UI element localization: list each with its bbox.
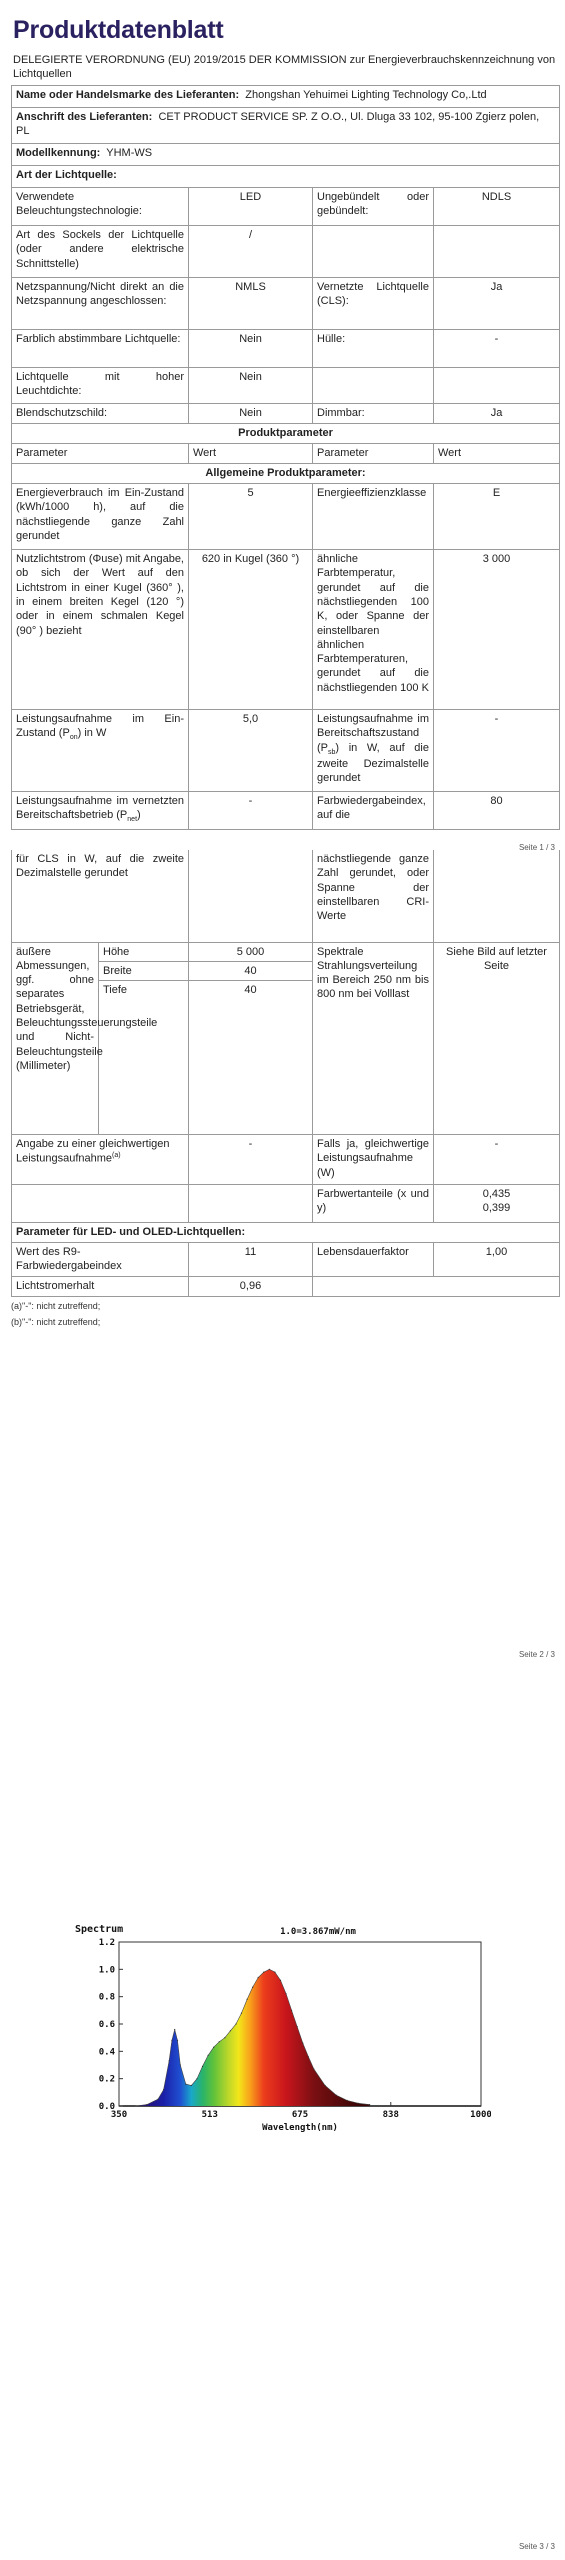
chart-annotation: 1.0=3.867mW/nm	[280, 1927, 356, 1937]
supplier-address-label: Anschrift des Lieferanten:	[16, 111, 153, 124]
supplier-name-label: Name oder Handelsmarke des Lieferanten:	[16, 89, 240, 102]
spectrum-point	[163, 2089, 164, 2090]
standby-power-value: -	[434, 710, 560, 792]
page-number: Seite 1 / 3	[518, 843, 555, 852]
chromaticity-value: 0,435 0,399	[434, 1185, 560, 1223]
ls-label: Vernetzte Lichtquelle (CLS):	[313, 278, 434, 330]
general-heading-row	[12, 464, 560, 484]
footnote-b: (b)"-": nicht zutreffend;	[11, 1316, 101, 1327]
r9-value: 11	[189, 1243, 313, 1277]
ls-value: Nein	[189, 330, 313, 368]
empty-cell	[189, 850, 313, 942]
spd-label: Spektrale Strahlungsverteilung im Bereich 250 nm bis 800 nm bei Volllast	[313, 942, 434, 1135]
led-params-heading: Parameter für LED- und OLED-Lichtquellen:	[12, 1223, 560, 1243]
cri-value: 80	[434, 792, 560, 830]
ls-label: Lichtquelle mit hoher Leuchtdichte:	[12, 368, 189, 404]
ls-label: Hülle:	[313, 330, 434, 368]
chromaticity-label: Farbwertanteile (x und y)	[313, 1185, 434, 1223]
page-3	[0, 1700, 565, 2560]
spectrum-point	[258, 1977, 259, 1978]
spectrum-svg	[73, 1920, 491, 2138]
spectrum-point	[369, 2104, 370, 2105]
spectrum-point	[263, 1972, 264, 1973]
maintenance-row	[12, 1277, 560, 1297]
ls-value: Nein	[189, 368, 313, 404]
general-params-heading: Allgemeine Produktparameter:	[12, 464, 560, 484]
supplier-name-value: Zhongshan Yehuimei Lighting Technology Co,.Ltd	[245, 89, 487, 102]
spd-value: Siehe Bild auf letzter Seite	[434, 942, 560, 1135]
spectrum-point	[297, 2026, 298, 2027]
spectrum-point	[274, 1972, 275, 1973]
light-source-heading: Art der Lichtquelle:	[12, 166, 560, 188]
ls-row-5	[12, 404, 560, 424]
energy-row	[12, 484, 560, 550]
y-tick-label: 1.0	[98, 1965, 115, 1976]
energy-class-value: E	[434, 484, 560, 550]
equivalent-power-value: -	[189, 1135, 313, 1185]
col-header-value: Wert	[434, 444, 560, 464]
spectrum-point	[196, 2078, 197, 2079]
dimensions-label: äußere Abmessungen, ggf. ohne separates Betriebsgerät, Beleuchtungssteuerungsteile und Nicht-Beleuchtungsteile (Millimeter)	[12, 942, 99, 1135]
spectrum-point	[191, 2085, 192, 2086]
survival-factor-label: Lebensdauerfaktor	[313, 1243, 434, 1277]
spectrum-point	[347, 2100, 348, 2101]
datasheet-table-2	[11, 850, 560, 1297]
r9-label: Wert des R9-Farbwiedergabeindex	[12, 1243, 189, 1277]
dim-value: 40	[189, 961, 313, 980]
spectrum-point	[358, 2103, 359, 2104]
column-header-row	[12, 444, 560, 464]
dim-name: Breite	[99, 961, 189, 980]
page-number: Seite 3 / 3	[518, 2542, 555, 2551]
product-params-heading: Produktparameter	[12, 424, 560, 444]
power-on-value: 5,0	[189, 710, 313, 792]
empty-cell	[313, 1277, 560, 1297]
x-tick-label: 675	[291, 2110, 309, 2120]
cri-label: Farbwiedergabeindex, auf die	[313, 792, 434, 830]
ls-value: -	[434, 330, 560, 368]
energy-consumption-value: 5	[189, 484, 313, 550]
col-header-param: Parameter	[313, 444, 434, 464]
ls-value: Ja	[434, 278, 560, 330]
cri-label-cont: nächstliegende ganze Zahl gerundet, oder Spanne der einstellbaren CRI-Werte	[313, 850, 434, 942]
spectrum-point	[308, 2056, 309, 2057]
spectrum-point	[202, 2066, 203, 2067]
spectrum-point	[185, 2084, 186, 2085]
y-tick-label: 0.4	[98, 2047, 115, 2058]
spectrum-point	[230, 2030, 231, 2031]
y-tick-label: 1.2	[98, 1938, 115, 1948]
ls-label: Blendschutzschild:	[12, 404, 189, 424]
spectrum-point	[325, 2085, 326, 2086]
luminous-flux-label: Nutzlichtstrom (Φuse) mit Angabe, ob sich der Wert auf den Lichtstrom in einer Kugel (360° ), in einem breiten Kegel (120 °) oder in einem schmalen Kegel (90° ) bezieht	[12, 550, 189, 710]
ls-value: /	[189, 226, 313, 278]
spectrum-chart	[73, 1920, 491, 2138]
power-row	[12, 710, 560, 792]
spectrum-point	[219, 2041, 220, 2042]
spectrum-point	[171, 2040, 172, 2041]
spectrum-point	[180, 2064, 181, 2065]
x-tick-label: 838	[382, 2110, 399, 2120]
ls-label: Art des Sockels der Lichtquelle (oder andere elektrische Schnittstelle)	[12, 226, 189, 278]
spectrum-point	[169, 2060, 170, 2061]
spectrum-point	[157, 2099, 158, 2100]
standby-power-label: Leistungsaufnahme im Bereitschaftszustand $(P_{sb})$ in W, auf die zweite Dezimalstelle gerundet	[313, 710, 434, 792]
ls-row-2	[12, 278, 560, 330]
ls-value: Ja	[434, 404, 560, 424]
dim-value: 40	[189, 981, 313, 1135]
spectrum-point	[280, 1980, 281, 1981]
empty-cell	[12, 1185, 189, 1223]
col-header-param: Parameter	[12, 444, 189, 464]
lumen-maintenance-value: 0,96	[189, 1277, 313, 1297]
ls-value: NMLS	[189, 278, 313, 330]
network-standby-label-cont: für CLS in W, auf die zweite Dezimalstelle gerundet	[12, 850, 189, 942]
spectrum-point	[269, 1969, 270, 1970]
ls-label	[313, 226, 434, 278]
spectrum-point	[241, 2013, 242, 2014]
led-heading-row	[12, 1223, 560, 1243]
footnote-a: (a)"-": nicht zutreffend;	[11, 1301, 101, 1312]
ls-row-1	[12, 226, 560, 278]
empty-cell	[189, 1185, 313, 1223]
ls-value	[434, 368, 560, 404]
ls-label: Netzspannung/Nicht direkt an die Netzspannung angeschlossen:	[12, 278, 189, 330]
model-label: Modellkennung:	[16, 147, 101, 160]
flux-row	[12, 550, 560, 710]
regulation-intro: DELEGIERTE VERORDNUNG (EU) 2019/2015 DER KOMMISSION zur Energieverbrauchskennzeichnung von Lichtquellen	[13, 53, 556, 80]
product-params-heading-row	[12, 424, 560, 444]
supplier-address-value: CET PRODUCT SERVICE SP. Z O.O., Ul. Dluga 33 102, 95-100 Zgierz polen, PL	[16, 111, 540, 138]
page-number: Seite 2 / 3	[518, 1650, 555, 1659]
spectrum-point	[177, 2040, 178, 2041]
spectrum-point	[291, 2010, 292, 2011]
luminous-flux-value: 620 in Kugel (360 °)	[189, 550, 313, 710]
energy-class-label: Energieeffizienzklasse	[313, 484, 434, 550]
lumen-maintenance-label: Lichtstromerhalt	[12, 1277, 189, 1297]
y-tick-label: 0.2	[98, 2074, 115, 2085]
spectrum-point	[336, 2095, 337, 2096]
ls-label	[313, 368, 434, 404]
dim-name: Tiefe	[99, 981, 189, 1135]
ls-row-4	[12, 368, 560, 404]
spectrum-point	[224, 2037, 225, 2038]
power-on-label: Leistungsaufnahme im Ein-Zustand $(P_{on})$ in W	[12, 710, 189, 792]
ls-label: Farblich abstimmbare Lichtquelle:	[12, 330, 189, 368]
dims-row-0	[12, 942, 560, 961]
spectrum-point	[146, 2104, 147, 2105]
spectrum-point	[208, 2055, 209, 2056]
y-tick-label: 0.8	[98, 1992, 115, 2003]
spectrum-point	[302, 2043, 303, 2044]
col-header-value: Wert	[189, 444, 313, 464]
spectrum-point	[213, 2047, 214, 2048]
spectrum-point	[247, 1999, 248, 2000]
ls-label: Dimmbar:	[313, 404, 434, 424]
r9-row	[12, 1243, 560, 1277]
ls-value: LED	[189, 188, 313, 226]
x-tick-label: 350	[110, 2110, 128, 2120]
spectrum-point	[313, 2069, 314, 2070]
y-tick-label: 0.6	[98, 2020, 115, 2030]
equivalent-watt-value: -	[434, 1135, 560, 1185]
x-axis-label: Wavelength(nm)	[262, 2123, 338, 2133]
light-source-heading-row	[12, 166, 560, 188]
ls-row-0	[12, 188, 560, 226]
cct-label: ähnliche Farbtemperatur, gerundet auf die nächstliegenden 100 K, oder Spanne der einstellbaren ähnlichen Farbtemperaturen, gerundet auf die nächstliegenden 100 K	[313, 550, 434, 710]
document-title: Produktdatenblatt	[13, 16, 224, 44]
spectrum-point	[174, 2029, 175, 2030]
chart-title: Spectrum	[75, 1924, 124, 1935]
spectrum-point	[286, 1993, 287, 1994]
ls-value: NDLS	[434, 188, 560, 226]
ls-label: Ungebündelt oder gebündelt:	[313, 188, 434, 226]
y-tick-label: 0.0	[98, 2102, 115, 2112]
page-2	[0, 850, 565, 1700]
continuation-row	[12, 850, 560, 942]
survival-factor-value: 1,00	[434, 1243, 560, 1277]
network-standby-label: Leistungsaufnahme im vernetzten Bereitschaftsbetrieb $(P_{net})$	[12, 792, 189, 830]
model-row	[12, 144, 560, 166]
spectrum-point	[252, 1987, 253, 1988]
cct-value: 3 000	[434, 550, 560, 710]
spectrum-point	[235, 2023, 236, 2024]
dim-value: 5 000	[189, 942, 313, 961]
supplier-address-row	[12, 108, 560, 144]
ls-value	[434, 226, 560, 278]
supplier-name-row	[12, 86, 560, 108]
ls-value: Nein	[189, 404, 313, 424]
network-standby-value: -	[189, 792, 313, 830]
energy-consumption-label: Energieverbrauch im Ein-Zustand (kWh/1000 h), auf die nächstliegende ganze Zahl gerundet	[12, 484, 189, 550]
model-value: YHM-WS	[106, 147, 153, 160]
dim-name: Höhe	[99, 942, 189, 961]
x-tick-label: 513	[201, 2110, 218, 2120]
page-1	[0, 0, 565, 850]
equivalent-power-label: Angabe zu einer gleichwertigen Leistungsaufnahme$^{(a)}$	[12, 1135, 189, 1185]
ls-label: Verwendete Beleuchtungstechnologie:	[12, 188, 189, 226]
ls-row-3	[12, 330, 560, 368]
network-row	[12, 792, 560, 830]
x-tick-label: 1000	[470, 2110, 491, 2120]
empty-cell	[434, 850, 560, 942]
equivalent-row	[12, 1135, 560, 1185]
equivalent-watt-label: Falls ja, gleichwertige Leistungsaufnahme (W)	[313, 1135, 434, 1185]
chroma-row	[12, 1185, 560, 1223]
spectrum-point	[135, 2105, 136, 2106]
datasheet-table-1	[11, 85, 560, 830]
